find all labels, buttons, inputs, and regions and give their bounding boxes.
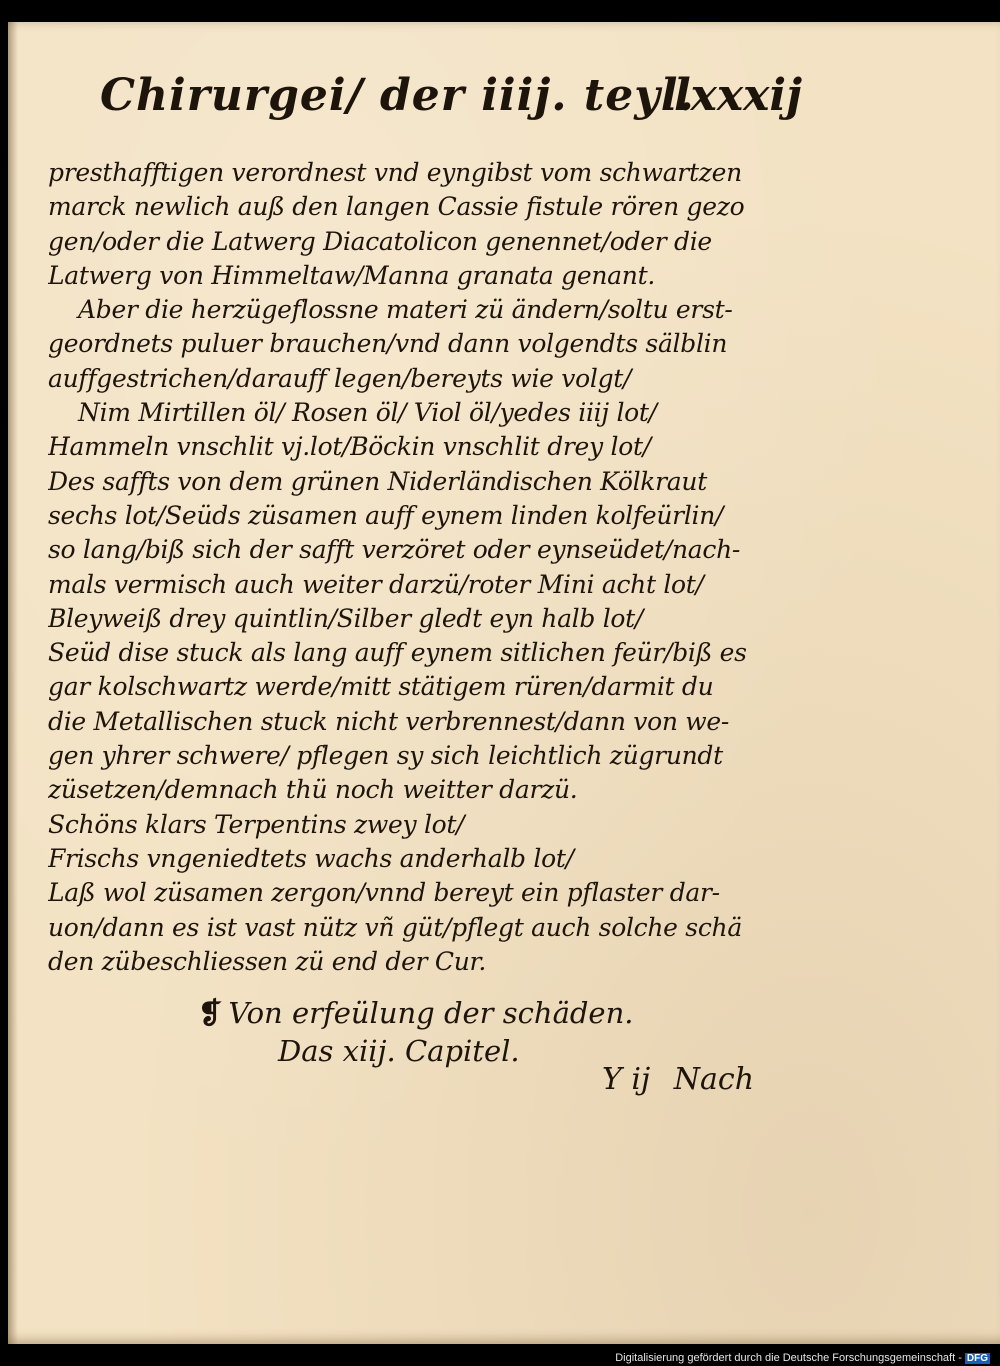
page-spine-shadow bbox=[8, 22, 18, 1344]
text-line: Laß wol züsamen zergon/vnnd bereyt ein pflaster dar- bbox=[48, 878, 720, 908]
text-line: gar kolschwartz werde/mitt stätigem rüren/darmit du bbox=[48, 672, 714, 702]
dfg-logo: DFG bbox=[966, 1353, 988, 1364]
text-line: sechs lot/Seüds züsamen auff eynem linden kolfeürlin/ bbox=[48, 500, 724, 530]
text-line: Schöns klars Terpentins zwey lot/ bbox=[48, 809, 465, 839]
text-line: mals vermisch auch weiter darzü/roter Mini acht lot/ bbox=[48, 569, 704, 599]
text-line: Frischs vngeniedtets wachs anderhalb lot/ bbox=[48, 843, 574, 873]
chapter-heading: Von erfeülung der schäden. bbox=[228, 996, 634, 1030]
chapter-heading-block bbox=[198, 994, 758, 1070]
body-text bbox=[48, 156, 808, 979]
text-line: Aber die herzügeflossne materi zü ändern/soltu erst- bbox=[78, 295, 733, 325]
signature-and-catchword bbox=[602, 1062, 754, 1097]
digitization-credit bbox=[615, 1352, 990, 1364]
text-line: Nim Mirtillen öl/ Rosen öl/ Viol öl/yedes iiij lot/ bbox=[78, 398, 657, 428]
text-line: Seüd dise stuck als lang auff eynem sitlichen feür/biß es bbox=[48, 638, 747, 668]
catchword: Nach bbox=[673, 1062, 755, 1097]
text-line: Latwerg von Himmeltaw/Manna granata genant. bbox=[48, 260, 655, 290]
pilcrow-icon: ❡ bbox=[198, 996, 223, 1030]
text-line: geordnets puluer brauchen/vnd dann volgendts sälblin bbox=[48, 329, 728, 359]
chapter-number: Das xiij. Capitel. bbox=[278, 1034, 520, 1068]
folio-number: lxxxij bbox=[673, 70, 802, 121]
text-line: presthafftigen verordnest vnd eyngibst vom schwartzen bbox=[48, 158, 742, 187]
text-line: Des saffts von dem grünen Niderländischen Kölkraut bbox=[48, 466, 707, 496]
text-line: Hammeln vnschlit vj.lot/Böckin vnschlit drey lot/ bbox=[48, 432, 651, 462]
signature-mark: Y ij bbox=[602, 1062, 651, 1097]
text-line: gen yhrer schwere/ pflegen sy sich leichtlich zügrundt bbox=[48, 741, 723, 771]
text-line: so lang/biß sich der safft verzöret oder eynseüdet/nach- bbox=[48, 535, 741, 565]
text-line: den zübeschliessen zü end der Cur. bbox=[48, 946, 487, 976]
credit-text: Digitalisierung gefördert durch die Deutsche Forschungsgemeinschaft - bbox=[615, 1352, 962, 1364]
running-head: Chirurgei/ der iiij. teyl. bbox=[100, 70, 695, 121]
text-line: die Metallischen stuck nicht verbrennest/dann von we- bbox=[48, 706, 730, 736]
text-line: uon/dann es ist vast nütz vñ güt/pflegt auch solche schä bbox=[48, 912, 742, 942]
text-line: gen/oder die Latwerg Diacatolicon genennet/oder die bbox=[48, 226, 712, 256]
text-line: auffgestrichen/darauff legen/bereyts wie volgt/ bbox=[48, 363, 632, 393]
text-line: marck newlich auß den langen Cassie fistule rören gezo bbox=[48, 192, 745, 222]
text-line: züsetzen/demnach thü noch weitter darzü. bbox=[48, 775, 578, 805]
text-line: Bleyweiß drey quintlin/Silber gledt eyn halb lot/ bbox=[48, 603, 644, 633]
book-page bbox=[8, 22, 1000, 1344]
